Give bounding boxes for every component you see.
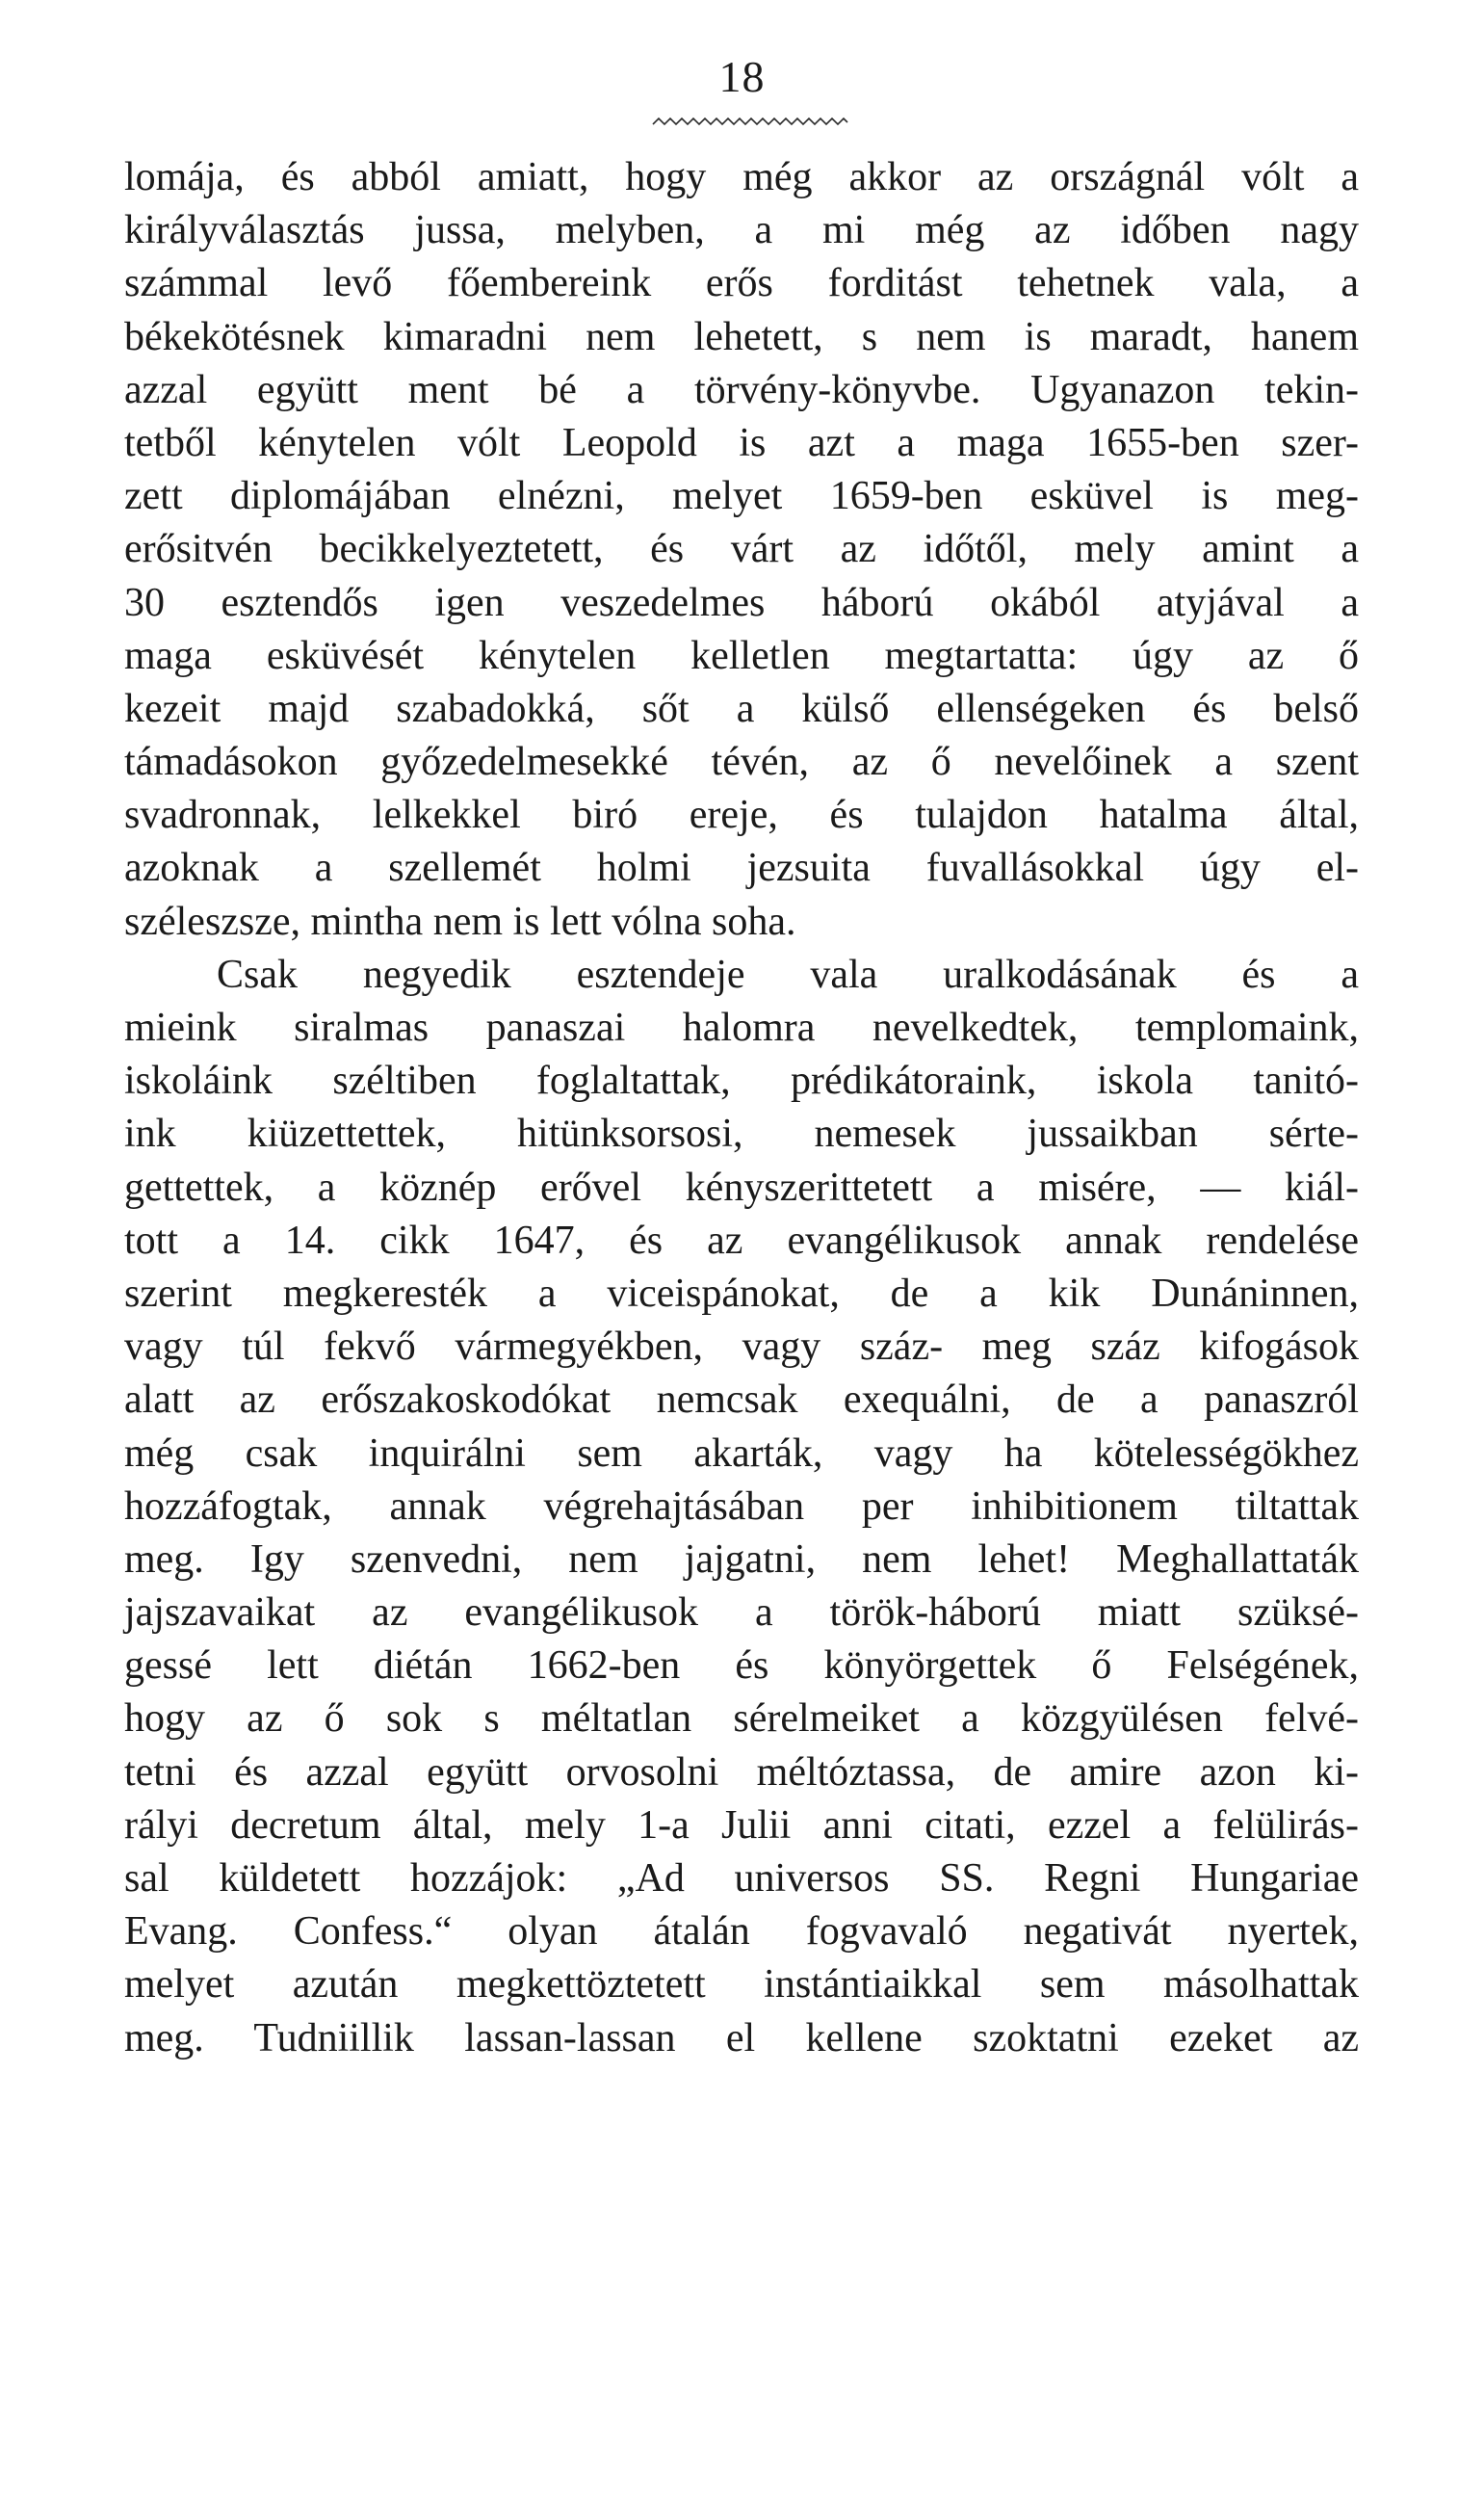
text-line: zett diplomájában elnézni, melyet 1659-ben esküvel is meg- (124, 474, 1359, 519)
text-line: még csak inquirálni sem akarták, vagy ha kötelességökhez (124, 1430, 1359, 1476)
page-number: 18 (718, 52, 766, 101)
text-line: iskoláink széltiben foglaltattak, prédikátoraink, iskola tanitó- (124, 1059, 1359, 1104)
paragraph (124, 949, 1359, 2065)
text-line: gettettek, a köznép erővel kényszerittetett a misére, — kiál- (124, 1165, 1359, 1210)
text-line: tetből kénytelen vólt Leopold is azt a maga 1655-ben szer- (124, 420, 1359, 465)
text-line: szerint megkeresték a viceispánokat, de a kik Dunáninnen, (124, 1271, 1359, 1316)
text-line: rályi decretum által, mely 1-a Julii anni citati, ezzel a felülirás- (124, 1802, 1359, 1848)
text-line: erősitvén becikkelyeztetett, és várt az időtől, mely amint a (124, 527, 1359, 572)
text-line: hogy az ő sok s méltatlan sérelmeiket a közgyülésen felvé- (124, 1696, 1359, 1742)
text-line: meg. Tudniillik lassan-lassan el kellene szoktatni ezeket az (124, 2015, 1359, 2060)
text-line: békekötésnek kimaradni nem lehetett, s nem is maradt, hanem (124, 314, 1359, 359)
text-line: svadronnak, lelkekkel biró ereje, és tulajdon hatalma által, (124, 793, 1359, 838)
paragraph (124, 151, 1359, 949)
text-line: 30 esztendős igen veszedelmes háború okából atyjával a (124, 580, 1359, 625)
text-line: azzal együtt ment bé a törvény-könyvbe. Ugyanazon tekin- (124, 367, 1359, 412)
text-line: hozzáfogtak, annak végrehajtásában per inhibitionem tiltattak (124, 1483, 1359, 1529)
text-line: melyet azután megkettöztetett instántiaikkal sem másolhattak (124, 1962, 1359, 2008)
text-line: maga esküvését kénytelen kelletlen megtartatta: úgy az ő (124, 633, 1359, 678)
text-line: Csak negyedik esztendeje vala uralkodásának és a (217, 952, 1359, 997)
text-line: vagy túl fekvő vármegyékben, vagy száz- meg száz kifogások (124, 1325, 1359, 1370)
text-line: tott a 14. cikk 1647, és az evangélikusok annak rendelése (124, 1218, 1359, 1263)
text-line: kezeit majd szabadokká, sőt a külső ellenségeken és belső (124, 686, 1359, 731)
text-line: támadásokon győzedelmesekké tévén, az ő nevelőinek a szent (124, 740, 1359, 785)
text-line: tetni és azzal együtt orvosolni méltóztassa, de amire azon ki- (124, 1749, 1359, 1795)
text-line: sal küldetett hozzájok: „Ad universos SS. Regni Hungariae (124, 1856, 1359, 1901)
body-text (124, 151, 1359, 2065)
page-header (0, 50, 1484, 104)
text-line: széleszsze, mintha nem is lett vólna soha. (124, 899, 796, 944)
wavy-rule-ornament (651, 114, 849, 129)
text-line: számmal levő főembereink erős forditást tehetnek vala, a (124, 261, 1359, 306)
text-line: alatt az erőszakoskodókat nemcsak exequálni, de a panaszról (124, 1378, 1359, 1423)
text-line: jajszavaikat az evangélikusok a török-háború miatt szüksé- (124, 1590, 1359, 1636)
text-line: meg. Igy szenvedni, nem jajgatni, nem lehet! Meghallattaták (124, 1536, 1359, 1582)
text-line: gessé lett diétán 1662-ben és könyörgettek ő Felségének, (124, 1643, 1359, 1689)
text-line: mieink siralmas panaszai halomra nevelkedtek, templomaink, (124, 1006, 1359, 1050)
text-line: Evang. Confess.“ olyan átalán fogvavaló negativát nyertek, (124, 1909, 1359, 1955)
text-line: lomája, és abból amiatt, hogy még akkor az országnál vólt a (124, 155, 1359, 199)
text-line: azoknak a szellemét holmi jezsuita fuvallásokkal úgy el- (124, 846, 1359, 891)
text-line: királyválasztás jussa, melyben, a mi még az időben nagy (124, 208, 1359, 253)
text-line: ink kiüzettettek, hitünksorsosi, nemesek jussaikban sérte- (124, 1112, 1359, 1157)
